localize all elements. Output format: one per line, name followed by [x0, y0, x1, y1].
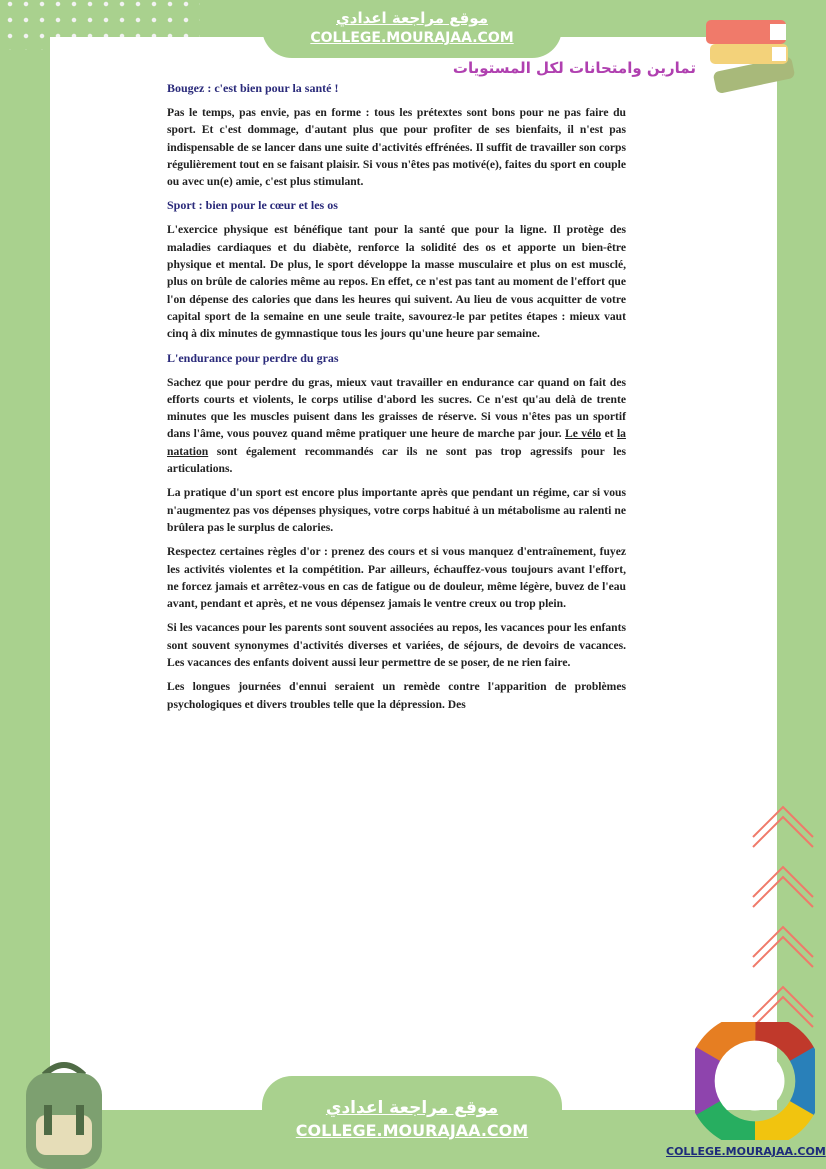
banner-text: تمارين وامتحانات لكل المستويات [452, 59, 696, 77]
section-heading: L'endurance pour perdre du gras [167, 350, 339, 365]
chevron-up-icon [748, 912, 818, 972]
chevron-up-icon [748, 792, 818, 852]
chevron-up-icon [748, 852, 818, 912]
section-heading: Bougez : c'est bien pour la santé ! [167, 81, 339, 95]
text: et [601, 427, 617, 441]
header-site-tab[interactable] [262, 0, 562, 58]
paragraph: La pratique d'un sport est encore plus importante après que pendant un régime, car si vous n'augmentez pas vos dépenses physiques, votre corps habitué à un métabolisme au ralenti ne brûlera pas le surplus de calories. [167, 486, 626, 534]
section-heading: Sport : bien pour le cœur et les os [167, 198, 338, 213]
document-body [167, 80, 626, 720]
site-name-arabic[interactable]: موقع مراجعة اعدادي [336, 9, 488, 27]
books-icon [700, 14, 800, 94]
subjects-wheel-logo [695, 1022, 815, 1140]
text: Sachez que pour perdre du gras, mieux vaut travailler en endurance car quand on fait des efforts courts et violents, le corps utilise d'abord les sucres. Ce n'est qu'au delà de trente minutes que les muscles puisent dans les graisses de réserve. Si vous n'êtes pas un sportif dans l'âme, vous pouvez quand même pratiquer une heure de marche par jour. [167, 375, 626, 441]
underlined-term: Le vélo [565, 427, 602, 441]
site-name-arabic[interactable]: موقع مراجعة اعدادي [325, 1098, 499, 1118]
paragraph [167, 374, 626, 478]
paragraph: Pas le temps, pas envie, pas en forme : tous les prétextes sont bons pour ne pas faire du sport. Et c'est dommage, d'autant plus que pour profiter de ses bienfaits, il n'est pas indispensable de se lancer dans une suite d'activités effrénées. Il suffit de travailler son corps régulièrement tout en se faisant plaisir. Si vous n'êtes pas motivé(e), faites du sport en couple ou avec un(e) amie, c'est plus stimulant. [167, 106, 626, 189]
backpack-icon [14, 1055, 114, 1169]
paragraph: Les longues journées d'ennui seraient un remède contre l'apparition de problèmes psychologiques et divers troubles telle que la dépression. Des [167, 680, 626, 711]
site-url[interactable]: COLLEGE.MOURAJAA.COM [310, 30, 514, 46]
paragraph: Respectez certaines règles d'or : prenez des cours et si vous manquez d'entraînement, fuyez les activités violentes et la compétition. Par ailleurs, échauffez-vous toujours avant l'effort, ne forcez jamais et arrêtez-vous en cas de fatigue ou de douleur, même légère, buvez de l'eau avant, pendant et après, et ne vous dépensez jamais le ventre creux ou trop plein. [167, 545, 626, 611]
paragraph: Si les vacances pour les parents sont souvent associées au repos, les vacances pour les enfants sont souvent synonymes d'activités diverses et variées, de séjours, de devoirs de vacances. Les vacances des enfants doivent aussi leur permettre de se poser, de ne rien faire. [167, 621, 626, 670]
footer-site-tab[interactable] [262, 1076, 562, 1169]
underlined-term: la natation [167, 427, 626, 458]
text: sont également recommandés car ils ne sont pas trop agressifs pour les articulations. [167, 444, 626, 476]
logo-text[interactable]: COLLEGE.MOURAJAA.COM [666, 1145, 826, 1158]
paragraph: L'exercice physique est bénéfique tant pour la santé que pour la ligne. Il protège des maladies cardiaques et du diabète, renforce la solidité des os et apporte un bien-être physique et mental. De plus, le sport développe la masse musculaire et plus on est musclé, plus on brûle de calories même au repos. En effet, ce n'est pas tant au moment de l'effort que l'on dépense des calories que dans les heures qui suivent. Au lieu de vous acquitter de votre capital sport de la semaine en une seule traite, savourez-le par petites étapes : mieux vaut cinq à dix minutes de gymnastique tous les jours qu'une heure par semaine. [167, 223, 626, 341]
site-url[interactable]: COLLEGE.MOURAJAA.COM [295, 1121, 529, 1140]
